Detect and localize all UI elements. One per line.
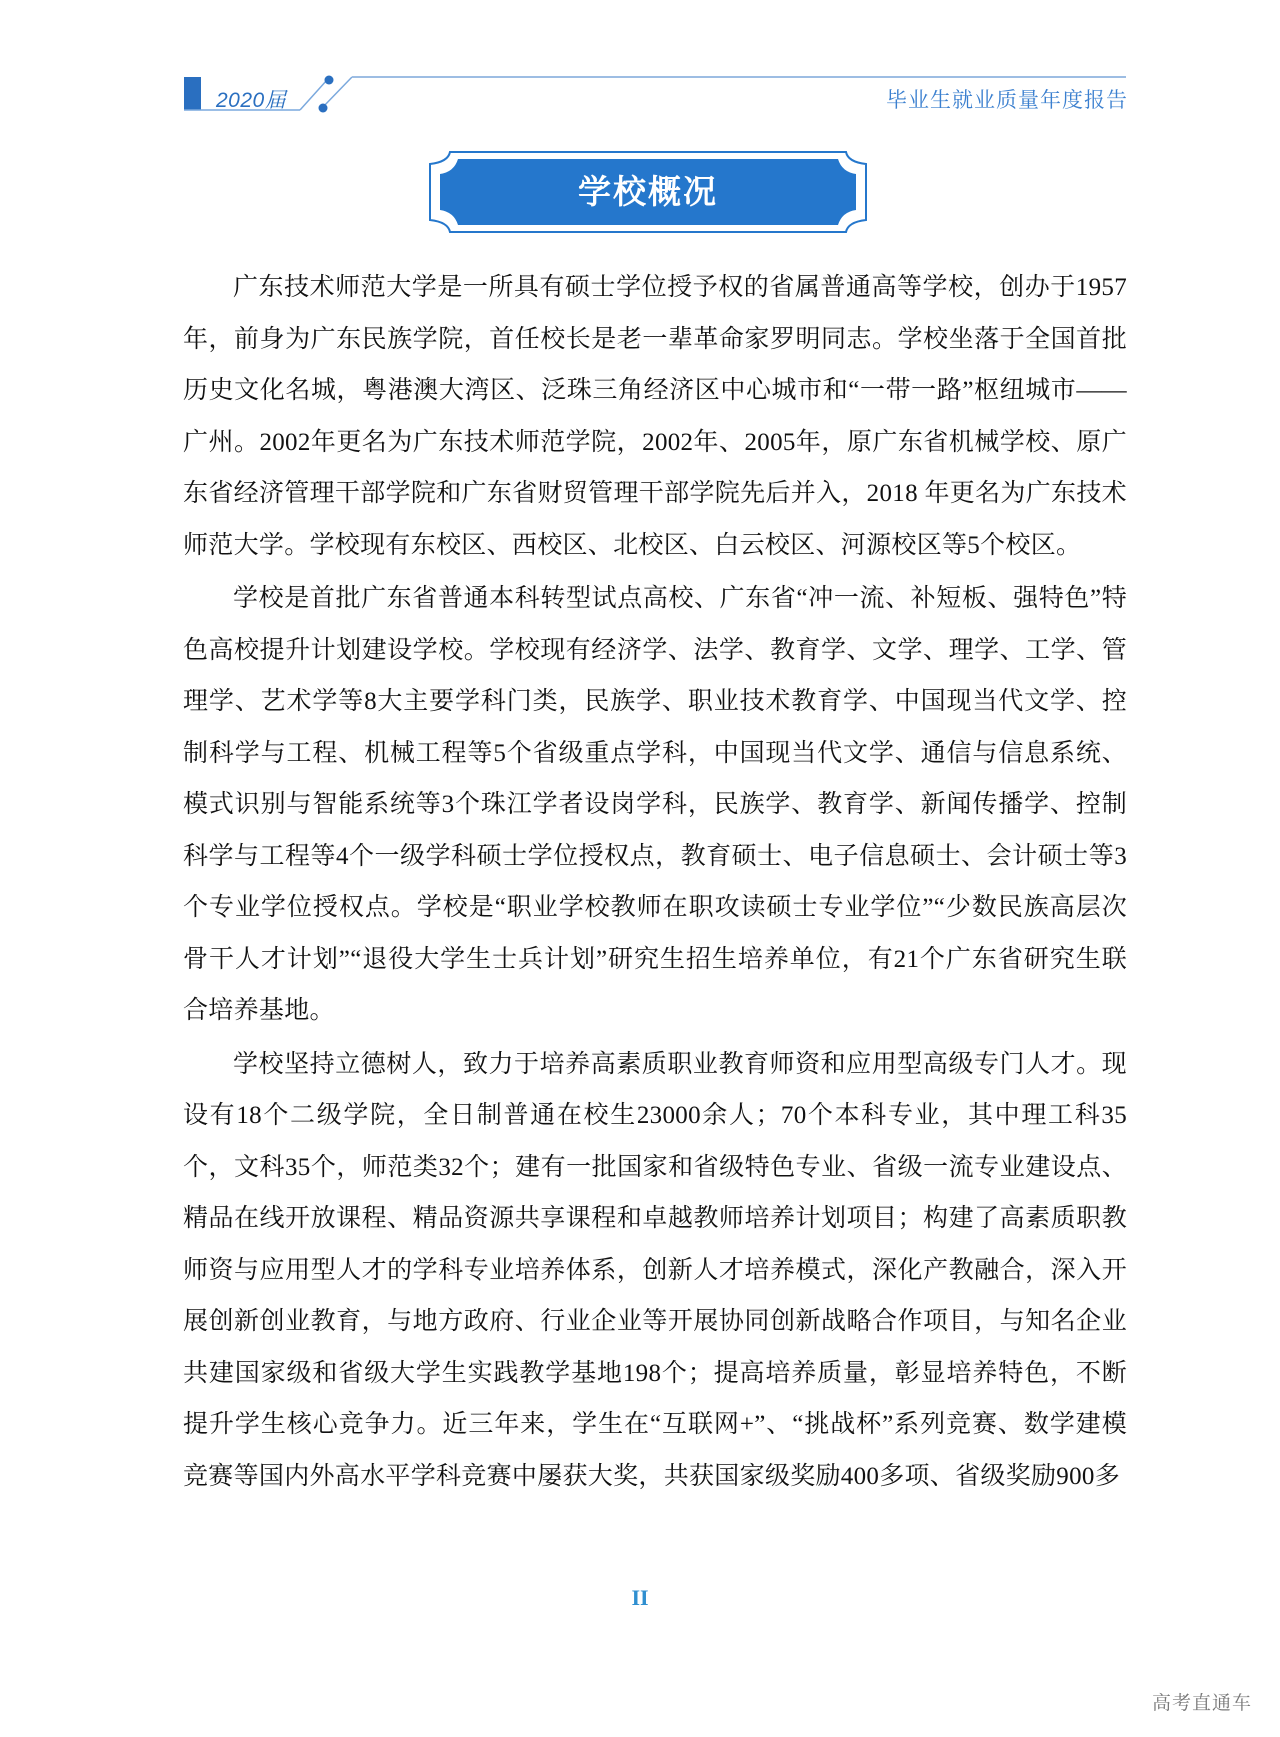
edition-year: 2020届 — [216, 89, 287, 112]
body-text — [183, 262, 1127, 1504]
section-title: 学校概况 — [578, 172, 718, 211]
watermark: 高考直通车 — [1151, 1692, 1252, 1714]
paragraph-education: 学校坚持立德树人，致力于培养高素质职业教育师资和应用型高级专门人才。现设有18个二级学院，全日制普通在校生23000余人；70个本科专业，其中理工科35个，文科35个，师范类32个；建有一批国家和省级特色专业、省级一流专业建设点、精品在线开放课程、精品资源共享课程和卓越教师培养计划项目；构建了高素质职教师资与应用型人才的学科专业培养体系，创新人才培养模式，深化产教融合，深入开展创新创业教育，与地方政府、行业企业等开展协同创新战略合作项目，与知名企业共建国家级和省级大学生实践教学基地198个；提高培养质量，彰显培养特色，不断提升学生核心竞争力。近三年来，学生在“互联网+”、“挑战杯”系列竞赛、数学建模竞赛等国内外高水平学科竞赛中屡获大奖，共获国家级奖励400多项、省级奖励900多 — [183, 1050, 1127, 1490]
page-number: II — [631, 1585, 649, 1610]
section-title-banner — [428, 150, 868, 234]
page-header — [0, 0, 1280, 130]
paragraph-disciplines: 学校是首批广东省普通本科转型试点高校、广东省“冲一流、补短板、强特色”特色高校提升计划建设学校。学校现有经济学、法学、教育学、文学、理学、工学、管理学、艺术学等8大主要学科门类，民族学、职业技术教育学、中国现当代文学、控制科学与工程、机械工程等5个省级重点学科，中国现当代文学、通信与信息系统、模式识别与智能系统等3个珠江学者设岗学科，民族学、教育学、新闻传播学、控制科学与工程等4个一级学科硕士学位授权点，教育硕士、电子信息硕士、会计硕士等3 个专业学位授权点。学校是“职业学校教师在职攻读硕士专业学位”“少数民族高层次骨干人才计划”“退役大学生士兵计划”研究生招生培养单位，有21个广东省研究生联合培养基地。 — [183, 585, 1127, 1024]
paragraph-history: 广东技术师范大学是一所具有硕士学位授予权的省属普通高等学校，创办于1957年，前身为广东民族学院，首任校长是老一辈革命家罗明同志。学校坐落于全国首批历史文化名城，粤港澳大湾区、泛珠三角经济区中心城市和“一带一路”枢纽城市——广州。2002年更名为广东技术师范学院，2002年、2005年，原广东省机械学校、原广东省经济管理干部学院和广东省财贸管理干部学院先后并入，2018 年更名为广东技术师范大学。学校现有东校区、西校区、北校区、白云校区、河源校区等5个校区。 — [183, 274, 1127, 559]
report-title: 毕业生就业质量年度报告 — [886, 88, 1128, 112]
